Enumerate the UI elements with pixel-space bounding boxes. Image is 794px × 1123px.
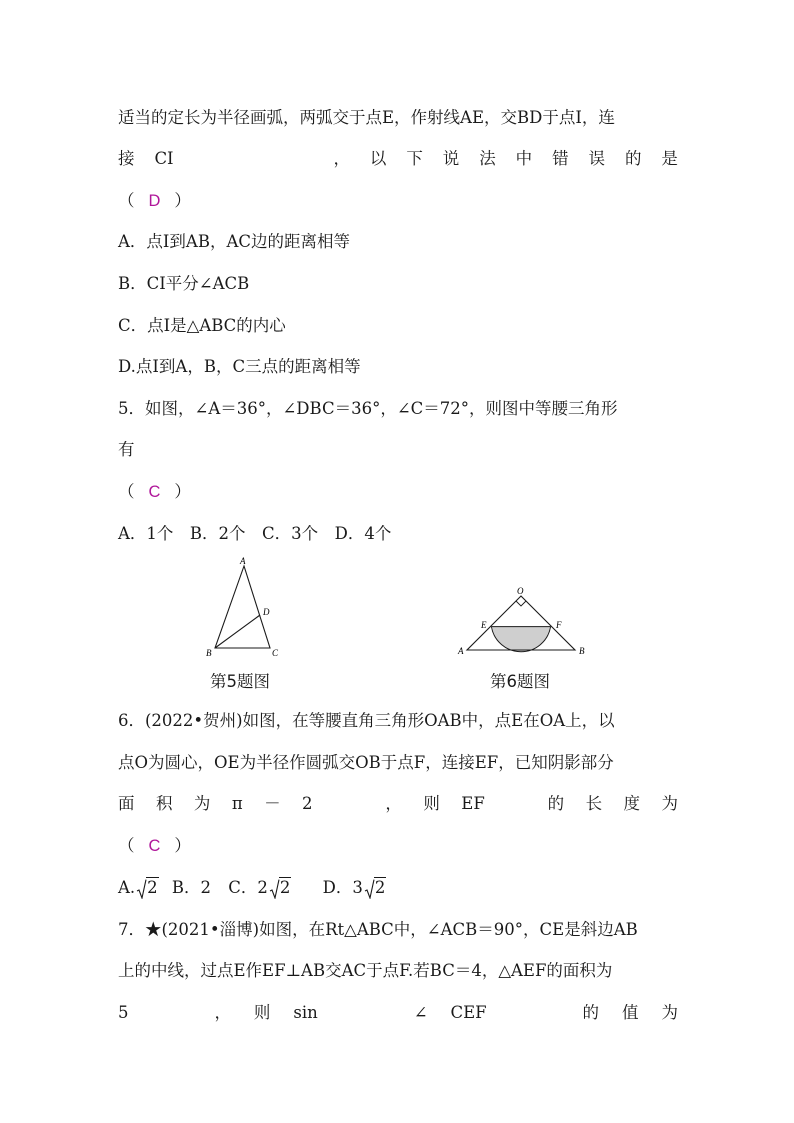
shaded-region bbox=[491, 627, 550, 652]
q5-triangle-figure bbox=[200, 552, 300, 662]
sqrt-symbol: 2 bbox=[269, 878, 292, 898]
label-f: F bbox=[556, 620, 562, 630]
q6-options: A. 2 B．2 C．2 2 D．3 2 bbox=[118, 878, 386, 897]
label-a: A bbox=[458, 646, 464, 656]
q6-triangle-figure bbox=[455, 584, 595, 658]
q4-option-b: B．CI平分∠ACB bbox=[118, 274, 250, 293]
label-a: A bbox=[240, 556, 246, 566]
q4-answer-blank: （ D ） bbox=[118, 191, 191, 210]
label-o: O bbox=[517, 586, 524, 596]
q6-stem-line2: 点O为圆心，OE为半径作圆弧交OB于点F，连接EF，已知阴影部分 bbox=[118, 753, 614, 772]
q4-option-d: D.点I到A，B，C三点的距离相等 bbox=[118, 357, 361, 376]
right-angle-mark bbox=[516, 601, 526, 606]
label-b: B bbox=[206, 648, 212, 658]
q6-figure-caption: 第6题图 bbox=[490, 672, 550, 691]
q7-stem-line3: 5 ， 则 sin ∠ CEF 的 值 为 bbox=[118, 1003, 678, 1022]
q7-stem-line2: 上的中线，过点E作EF⊥AB交AC于点F.若BC＝4，△AEF的面积为 bbox=[118, 961, 613, 980]
q5-options: A．1个 B．2个 C．3个 D．4个 bbox=[118, 524, 392, 543]
q4-option-c: C．点I是△ABC的内心 bbox=[118, 316, 286, 335]
sqrt-symbol: 2 bbox=[136, 878, 159, 898]
label-d: D bbox=[263, 607, 270, 617]
q5-figure-caption: 第5题图 bbox=[210, 672, 270, 691]
q6-answer: C bbox=[148, 837, 161, 855]
triangle-abc bbox=[215, 566, 270, 648]
q5-answer-blank: （ C ） bbox=[118, 482, 191, 501]
q7-stem-line1: 7．★(2021•淄博)如图，在Rt△ABC中，∠ACB＝90°，CE是斜边AB bbox=[118, 920, 638, 939]
sqrt-symbol: 2 bbox=[364, 878, 387, 898]
segment-bd bbox=[215, 615, 260, 648]
q4-stem-line1: 适当的定长为半径画弧，两弧交于点E，作射线AE，交BD于点I，连 bbox=[118, 108, 615, 127]
q5-answer: C bbox=[148, 483, 161, 501]
label-e: E bbox=[481, 620, 487, 630]
q6-answer-blank: （ C ） bbox=[118, 836, 191, 855]
label-c: C bbox=[272, 648, 279, 658]
label-b: B bbox=[579, 646, 585, 656]
q5-stem: 5．如图，∠A＝36°，∠DBC＝36°，∠C＝72°，则图中等腰三角形 bbox=[118, 399, 618, 418]
q5-stem2: 有 bbox=[118, 440, 135, 459]
q6-stem-line3: 面 积 为 π － 2 ， 则 EF 的 长 度 为 bbox=[118, 794, 678, 813]
q4-option-a: A．点I到AB，AC边的距离相等 bbox=[118, 232, 351, 251]
q4-answer: D bbox=[148, 192, 161, 210]
q6-stem-line1: 6．(2022•贺州)如图，在等腰直角三角形OAB中，点E在OA上，以 bbox=[118, 711, 615, 730]
q4-stem-line2: 接 CI ， 以 下 说 法 中 错 误 的 是 bbox=[118, 149, 678, 168]
